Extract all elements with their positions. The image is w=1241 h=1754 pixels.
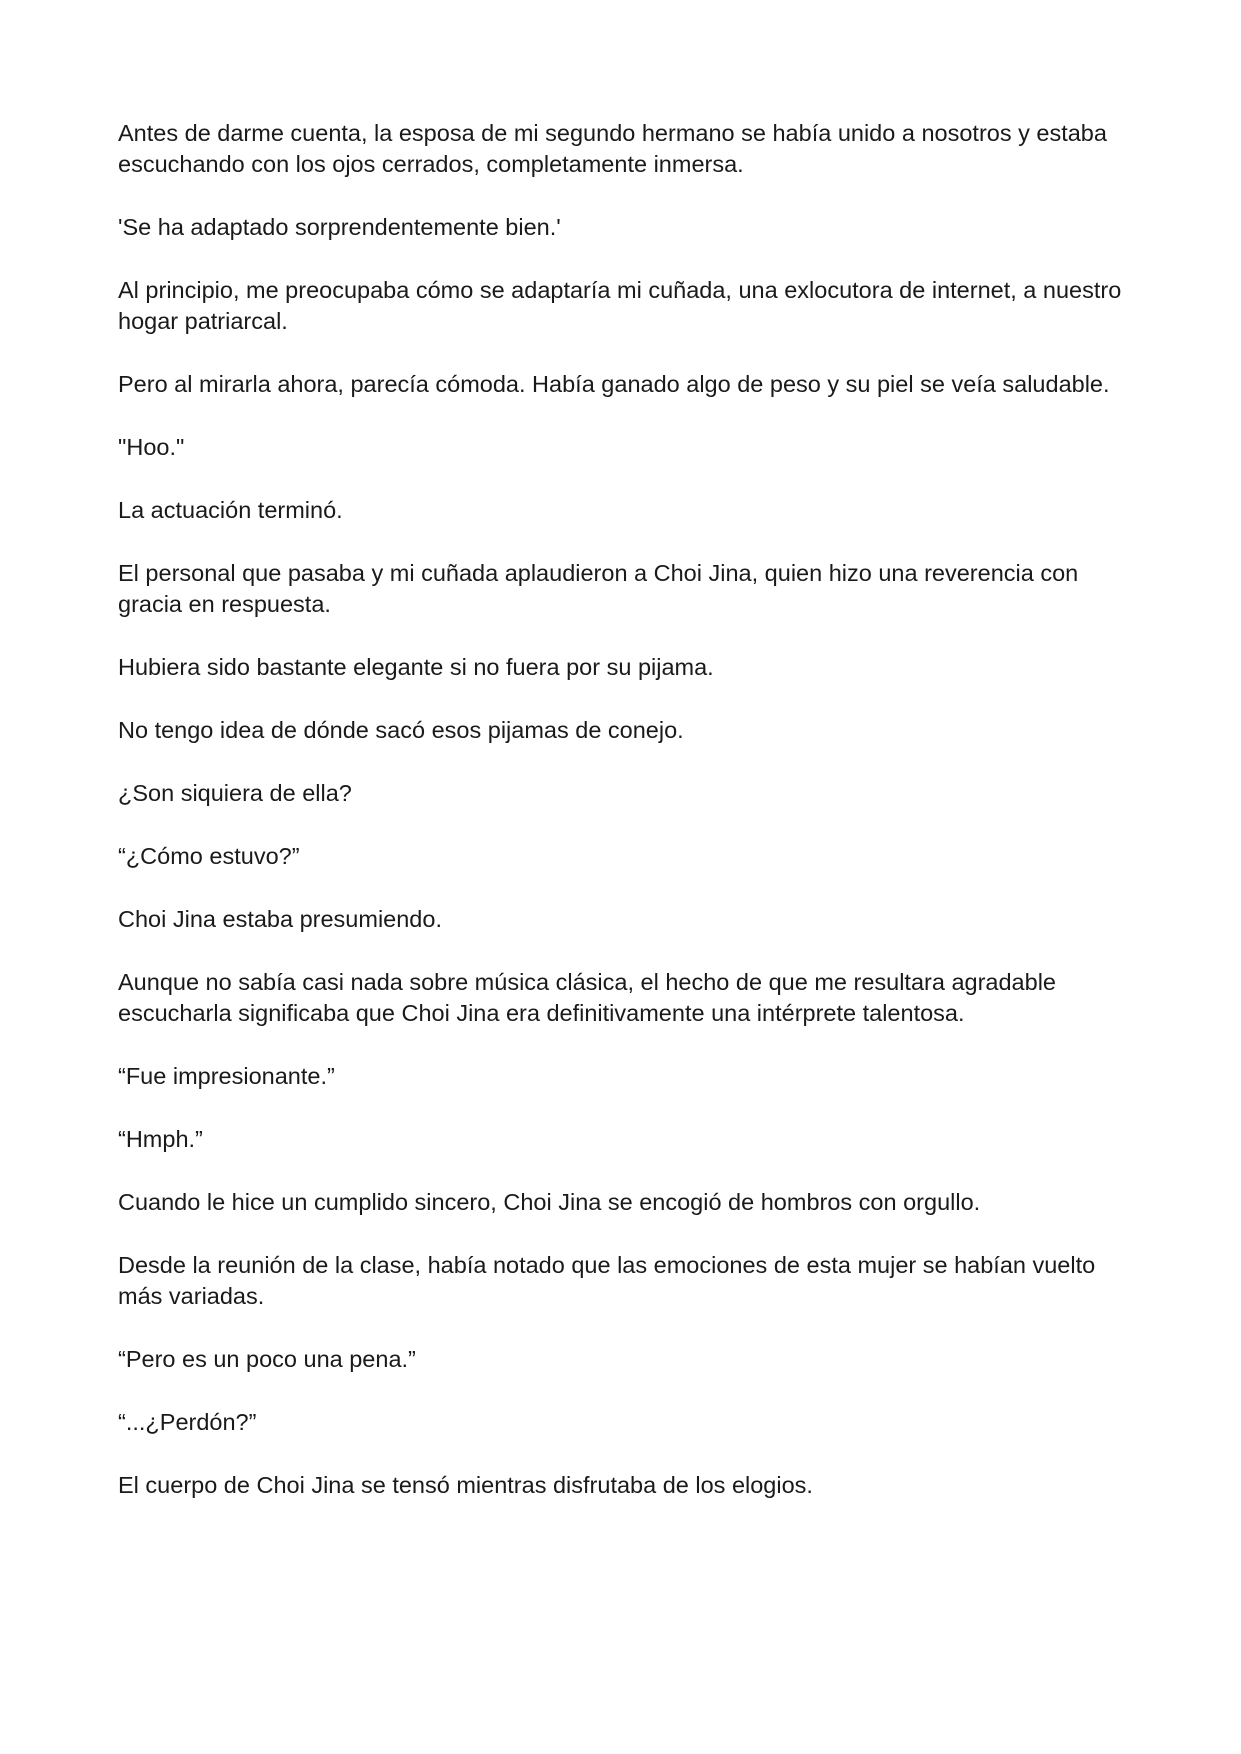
paragraph-16: Cuando le hice un cumplido sincero, Choi Jina se encogió de hombros con orgullo. [118,1189,981,1215]
paragraph-6: La actuación terminó. [118,497,343,523]
document-body [118,118,1128,1533]
paragraph-2: 'Se ha adaptado sorprendentemente bien.' [118,214,561,240]
paragraph-14: “Fue impresionante.” [118,1063,335,1089]
paragraph-5: "Hoo." [118,434,185,460]
paragraph-12: Choi Jina estaba presumiendo. [118,906,442,932]
paragraph-17: Desde la reunión de la clase, había notado que las emociones de esta mujer se habían vuelto más variadas. [118,1252,1096,1309]
paragraph-8: Hubiera sido bastante elegante si no fuera por su pijama. [118,654,714,680]
paragraph-13: Aunque no sabía casi nada sobre música clásica, el hecho de que me resultara agradable escucharla significaba que Choi Jina era definitivamente una intérprete talentosa. [118,969,1056,1026]
paragraph-7: El personal que pasaba y mi cuñada aplaudieron a Choi Jina, quien hizo una reverencia con gracia en respuesta. [118,560,1079,617]
paragraph-19: “...¿Perdón?” [118,1409,257,1435]
paragraph-10: ¿Son siquiera de ella? [118,780,352,806]
paragraph-3: Al principio, me preocupaba cómo se adaptaría mi cuñada, una exlocutora de internet, a nuestro hogar patriarcal. [118,277,1122,334]
paragraph-18: “Pero es un poco una pena.” [118,1346,416,1372]
paragraph-15: “Hmph.” [118,1126,203,1152]
paragraph-4: Pero al mirarla ahora, parecía cómoda. Había ganado algo de peso y su piel se veía saludable. [118,371,1110,397]
paragraph-1: Antes de darme cuenta, la esposa de mi segundo hermano se había unido a nosotros y estaba escuchando con los ojos cerrados, completamente inmersa. [118,120,1107,177]
paragraph-9: No tengo idea de dónde sacó esos pijamas de conejo. [118,717,684,743]
paragraph-11: “¿Cómo estuvo?” [118,843,300,869]
paragraph-20: El cuerpo de Choi Jina se tensó mientras disfrutaba de los elogios. [118,1472,813,1498]
